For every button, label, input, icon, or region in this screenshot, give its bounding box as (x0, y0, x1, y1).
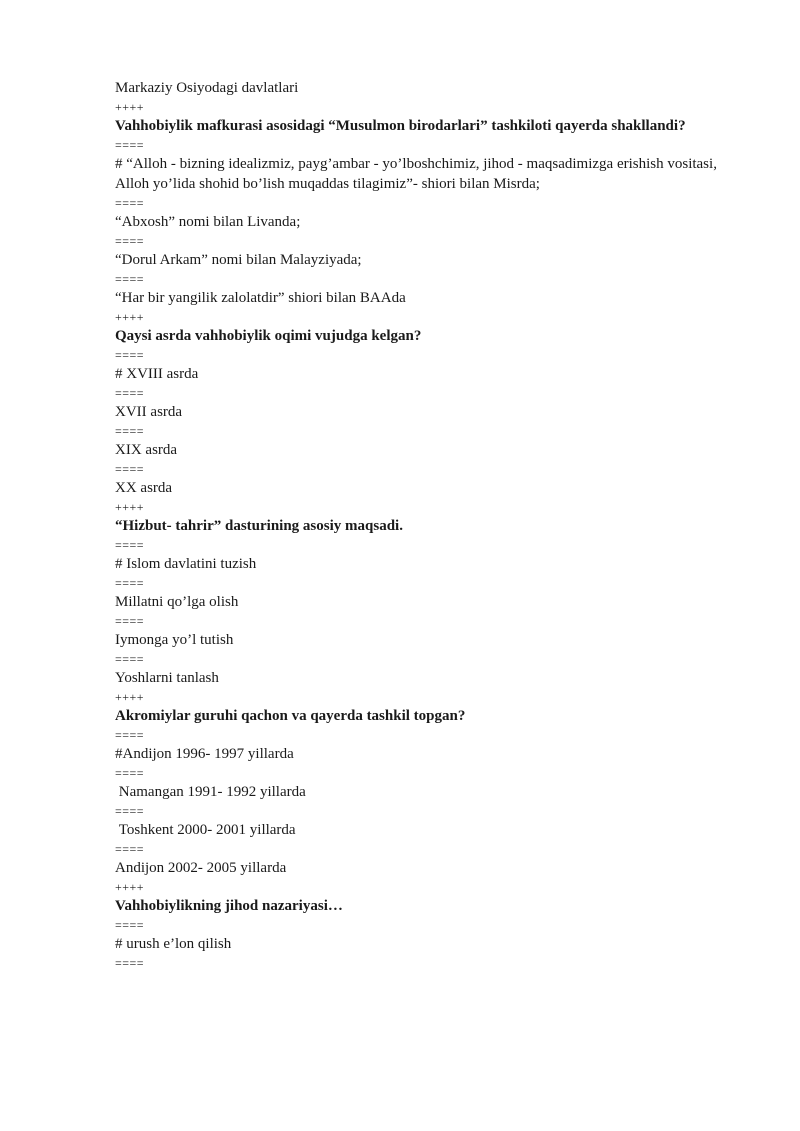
separator-line: ==== (115, 196, 145, 210)
document-body (115, 76, 735, 972)
answer-text: # “Alloh - bizning idealizmiz, payg’ambar - yo’lboshchimiz, jihod - maqsadimizga erishish vositasi, Alloh yo’lida shohid bo’lish muqaddas tilagimiz”- shiori bilan Misrda; (115, 156, 720, 192)
separator-line: ++++ (115, 100, 145, 114)
separator-line: ==== (115, 138, 145, 152)
answer-text: “Abxosh” nomi bilan Livanda; (115, 214, 301, 230)
answer-text: Millatni qo’lga olish (115, 594, 239, 610)
question-text: Akromiylar guruhi qachon va qayerda tashkil topgan? (115, 708, 466, 724)
question-text: Qaysi asrda vahhobiylik oqimi vujudga kelgan? (115, 328, 422, 344)
separator-line: ==== (115, 272, 145, 286)
separator-line: ==== (115, 918, 145, 932)
answer-text: “Dorul Arkam” nomi bilan Malayziyada; (115, 252, 362, 268)
separator-line: ++++ (115, 690, 145, 704)
answer-text: Markaziy Osiyodagi davlatlari (115, 80, 299, 96)
answer-text: Yoshlarni tanlash (115, 670, 219, 686)
separator-line: ==== (115, 804, 145, 818)
separator-line: ==== (115, 652, 145, 666)
answer-text: # urush e’lon qilish (115, 936, 232, 952)
question-text: “Hizbut- tahrir” dasturining asosiy maqsadi. (115, 518, 403, 534)
separator-line: ==== (115, 842, 145, 856)
separator-line: ==== (115, 728, 145, 742)
separator-line: ==== (115, 576, 145, 590)
answer-text: XVII asrda (115, 404, 183, 420)
separator-line: ==== (115, 614, 145, 628)
separator-line: ==== (115, 766, 145, 780)
answer-text: # Islom davlatini tuzish (115, 556, 257, 572)
answer-text: “Har bir yangilik zalolatdir” shiori bilan BAAda (115, 290, 406, 306)
answer-text: #Andijon 1996- 1997 yillarda (115, 746, 294, 762)
answer-text: Iymonga yo’l tutish (115, 632, 234, 648)
separator-line: ==== (115, 424, 145, 438)
answer-text: # XVIII asrda (115, 366, 199, 382)
answer-text: XIX asrda (115, 442, 178, 458)
separator-line: ++++ (115, 310, 145, 324)
separator-line: ==== (115, 538, 145, 552)
separator-line: ==== (115, 348, 145, 362)
answer-text: XX asrda (115, 480, 173, 496)
answer-text: Toshkent 2000- 2001 yillarda (115, 822, 296, 838)
answer-text: Namangan 1991- 1992 yillarda (115, 784, 306, 800)
separator-line: ==== (115, 234, 145, 248)
question-text: Vahhobiylik mafkurasi asosidagi “Musulmon birodarlari” tashkiloti qayerda shakllandi? (115, 118, 686, 134)
separator-line: ==== (115, 462, 145, 476)
separator-line: ++++ (115, 880, 145, 894)
separator-line: ==== (115, 956, 145, 970)
separator-line: ==== (115, 386, 145, 400)
separator-line: ++++ (115, 500, 145, 514)
question-text: Vahhobiylikning jihod nazariyasi… (115, 898, 343, 914)
answer-text: Andijon 2002- 2005 yillarda (115, 860, 287, 876)
